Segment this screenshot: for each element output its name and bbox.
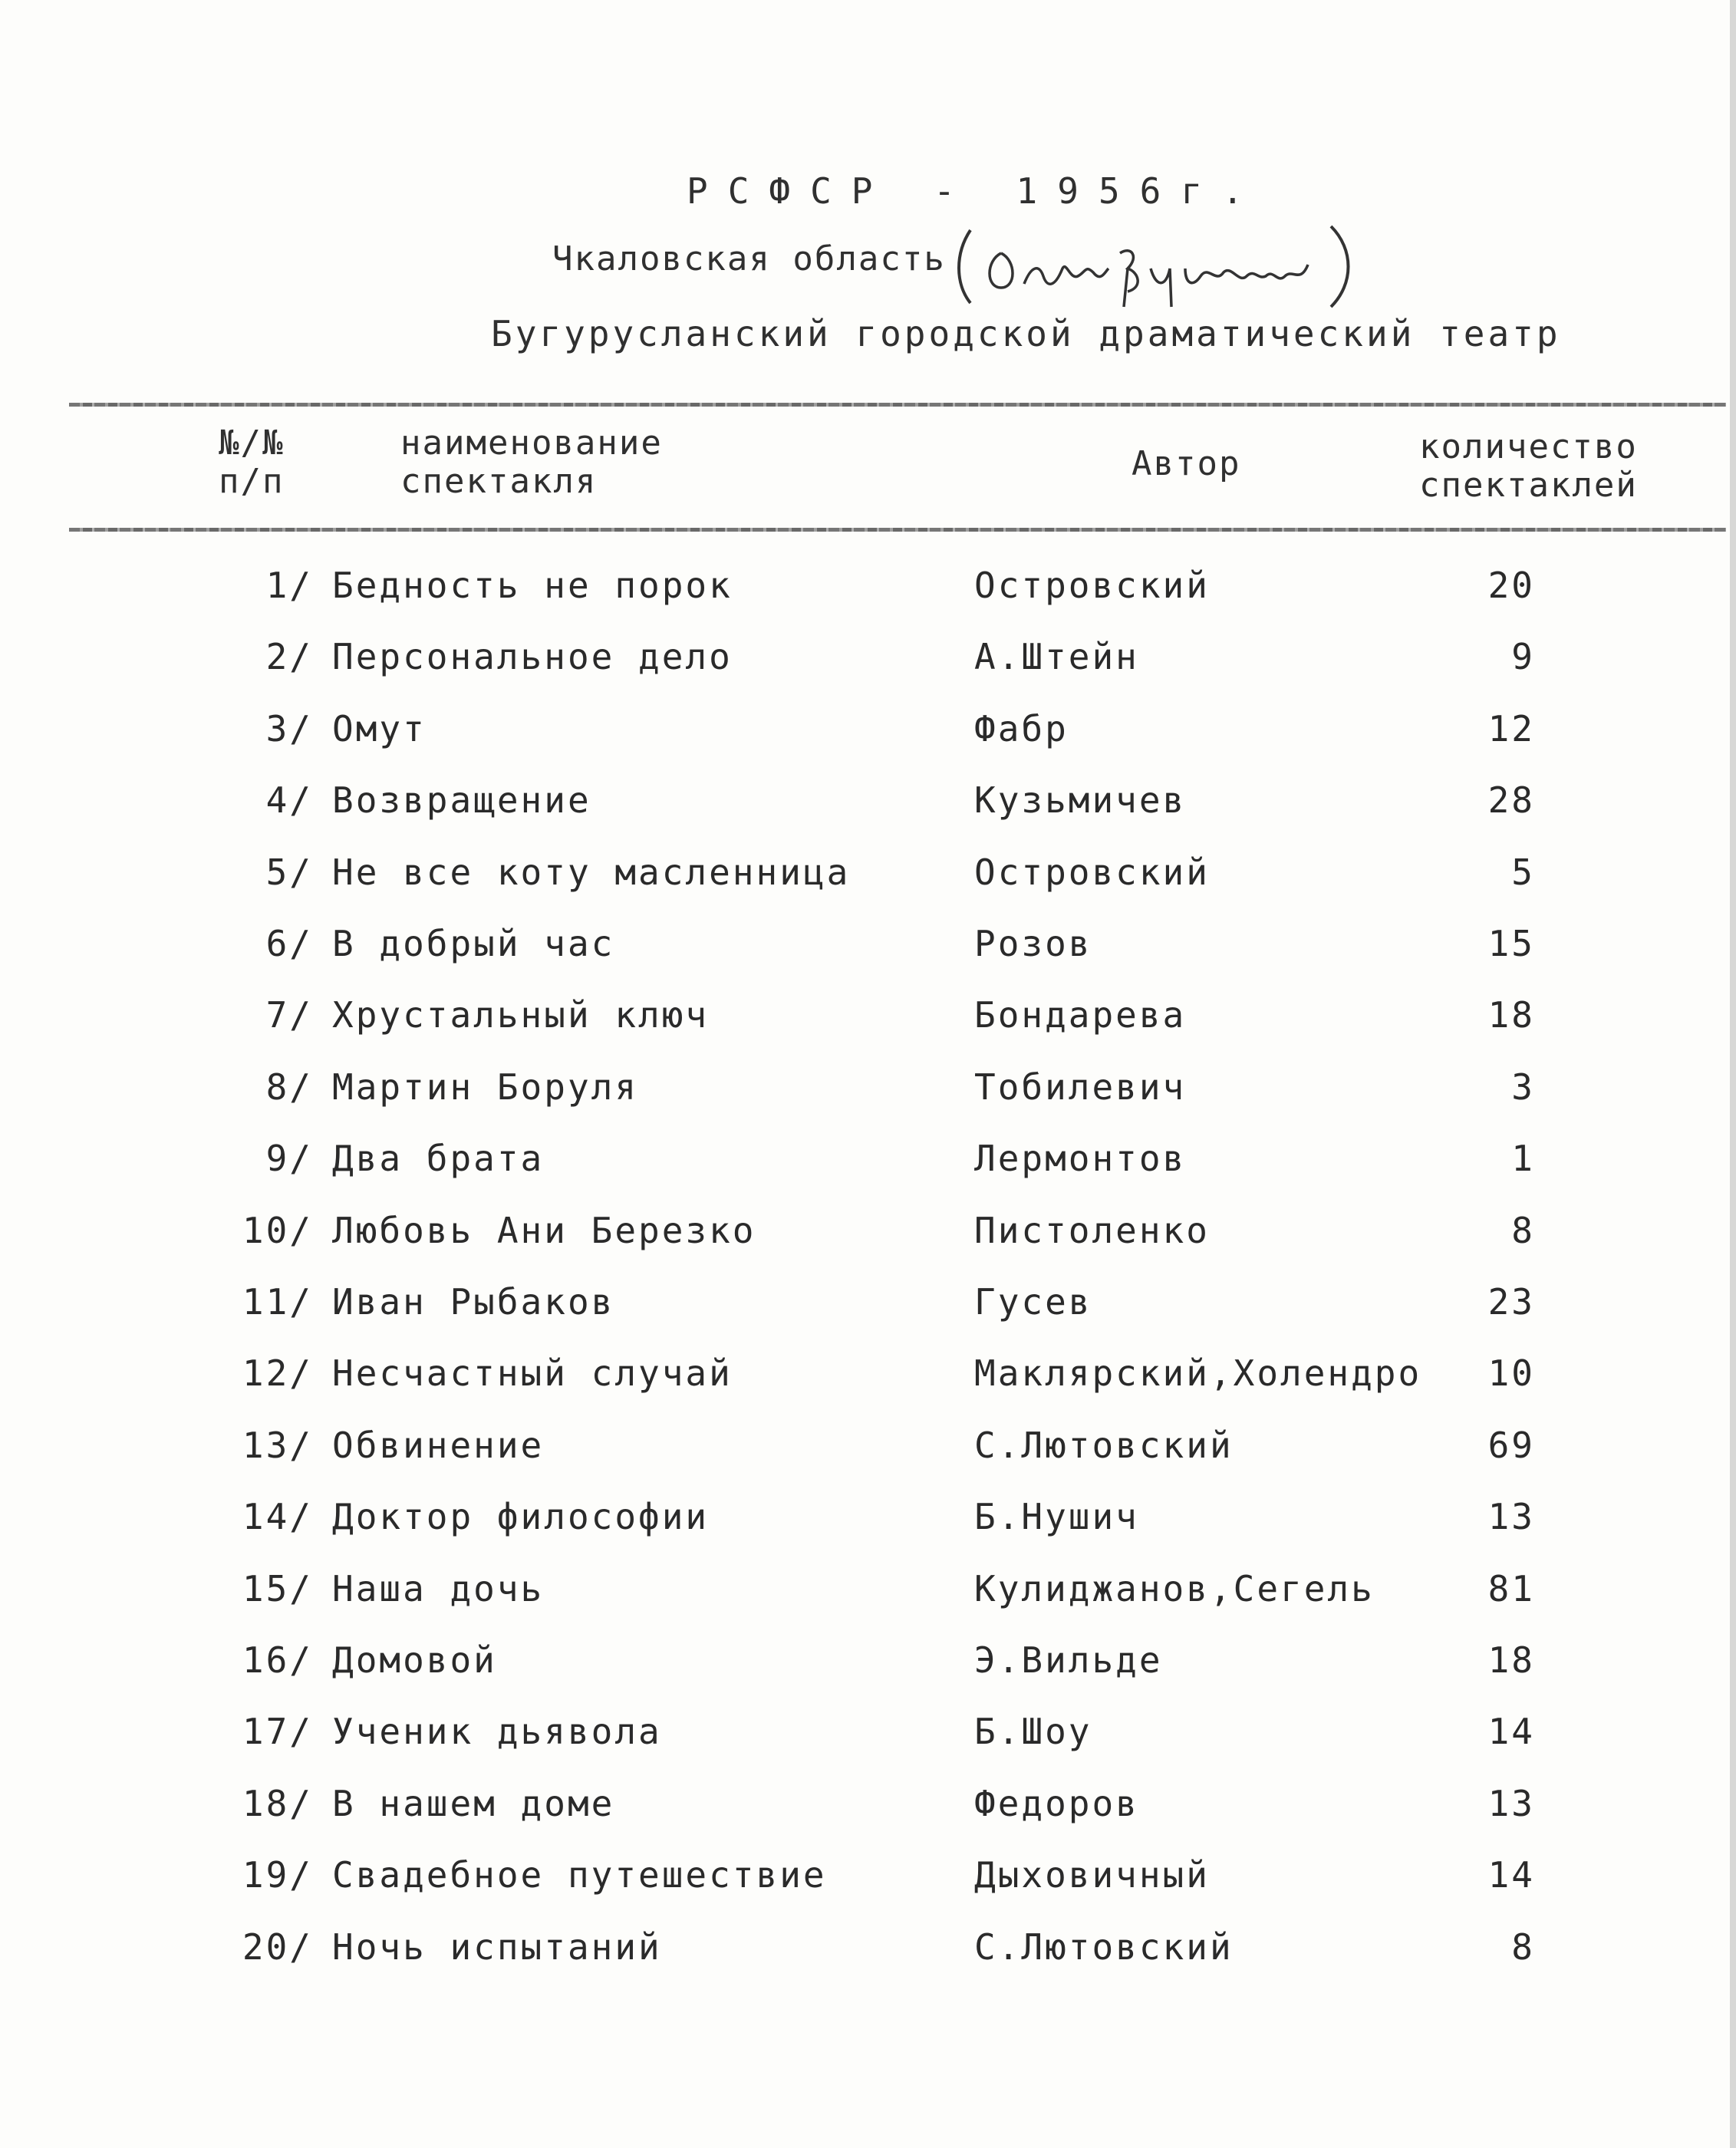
play-author: Лермонтов: [974, 1138, 1187, 1180]
play-title: Ночь испытаний: [332, 1926, 662, 1968]
table-row: [0, 708, 1736, 777]
table-row: [0, 1425, 1736, 1494]
region-line: Чкаловская область: [552, 239, 946, 278]
row-number: 11/: [242, 1281, 313, 1323]
play-title: В добрый час: [332, 923, 615, 964]
table-row: [0, 779, 1736, 848]
performance-count: 8: [1511, 1209, 1535, 1251]
column-header-name: наименование спектакля: [400, 423, 663, 501]
play-title: Несчастный случай: [332, 1352, 733, 1395]
document-title: РСФСР - 1956г.: [687, 170, 1263, 212]
table-row: [0, 923, 1736, 992]
play-title: В нашем доме: [332, 1782, 615, 1824]
play-title: Иван Рыбаков: [332, 1281, 615, 1323]
play-author: Пистоленко: [974, 1209, 1210, 1251]
table-row: [0, 1066, 1736, 1135]
play-title: Любовь Ани Березко: [332, 1209, 756, 1251]
play-author: Фабр: [974, 707, 1069, 749]
row-number: 2/: [265, 636, 313, 678]
play-author: Б.Шоу: [974, 1711, 1092, 1753]
play-author: Б.Нушич: [974, 1496, 1139, 1538]
handwritten-note: [955, 222, 1354, 315]
row-number: 13/: [242, 1424, 313, 1466]
performance-count: 14: [1487, 1854, 1535, 1896]
column-header-author: Автор: [1132, 444, 1241, 483]
column-header-count: количество спектаклей: [1419, 427, 1638, 505]
row-number: 8/: [265, 1066, 313, 1108]
performance-count: 23: [1487, 1281, 1535, 1323]
row-number: 20/: [242, 1926, 313, 1968]
play-title: Омут: [332, 707, 427, 749]
performance-count: 14: [1487, 1711, 1535, 1753]
play-title: Ученик дьявола: [332, 1711, 662, 1753]
play-author: Островский: [974, 851, 1210, 893]
performance-count: 13: [1487, 1496, 1535, 1538]
table-row: [0, 1783, 1736, 1852]
table-header-rule: [69, 528, 1726, 532]
theatre-name: Бугурусланский городской драматический театр: [491, 313, 1561, 354]
row-number: 16/: [242, 1639, 313, 1681]
play-title: Наша дочь: [332, 1567, 545, 1609]
performance-count: 15: [1487, 923, 1535, 964]
performance-count: 12: [1487, 707, 1535, 749]
play-title: Бедность не порок: [332, 565, 733, 606]
performance-count: 28: [1487, 779, 1535, 822]
play-author: С.Лютовский: [974, 1424, 1234, 1466]
play-author: Э.Вильде: [974, 1639, 1163, 1681]
table-row: [0, 1210, 1736, 1279]
play-author: С.Лютовский: [974, 1926, 1234, 1968]
play-title: Обвинение: [332, 1424, 545, 1466]
table-row: [0, 636, 1736, 705]
play-author: Тобилевич: [974, 1066, 1187, 1108]
play-author: Гусев: [974, 1281, 1092, 1323]
play-author: Дыховичный: [974, 1854, 1210, 1896]
row-number: 19/: [242, 1854, 313, 1896]
table-row: [0, 1352, 1736, 1422]
table-row: [0, 1926, 1736, 1995]
table-row: [0, 852, 1736, 921]
table-row: [0, 565, 1736, 634]
performance-count: 5: [1511, 851, 1535, 893]
play-author: Островский: [974, 565, 1210, 606]
play-author: Федоров: [974, 1782, 1139, 1824]
performance-count: 13: [1487, 1782, 1535, 1824]
play-title: Доктор философии: [332, 1496, 710, 1538]
table-row: [0, 994, 1736, 1063]
performance-count: 18: [1487, 994, 1535, 1036]
play-title: Возвращение: [332, 779, 591, 822]
row-number: 3/: [265, 707, 313, 749]
play-author: Розов: [974, 923, 1092, 964]
performance-count: 20: [1487, 565, 1535, 606]
table-row: [0, 1568, 1736, 1637]
row-number: 4/: [265, 779, 313, 822]
play-author: Кузьмичев: [974, 779, 1187, 822]
play-title: Домовой: [332, 1639, 497, 1681]
play-title: Персональное дело: [332, 636, 733, 678]
table-row: [0, 1138, 1736, 1207]
column-header-number: №/№ п/п: [219, 423, 285, 501]
performance-count: 3: [1511, 1066, 1535, 1108]
row-number: 5/: [265, 851, 313, 893]
play-title: Мартин Боруля: [332, 1066, 639, 1108]
row-number: 17/: [242, 1711, 313, 1753]
performance-count: 81: [1487, 1567, 1535, 1609]
row-number: 1/: [265, 565, 313, 606]
performance-count: 1: [1511, 1138, 1535, 1180]
row-number: 10/: [242, 1209, 313, 1251]
table-row: [0, 1639, 1736, 1708]
performance-count: 10: [1487, 1352, 1535, 1395]
table-row: [0, 1496, 1736, 1565]
performance-count: 8: [1511, 1926, 1535, 1968]
row-number: 14/: [242, 1496, 313, 1538]
play-author: Кулиджанов,Сегель: [974, 1567, 1375, 1609]
table-top-rule: [69, 403, 1726, 407]
play-author: Бондарева: [974, 994, 1187, 1036]
row-number: 7/: [265, 994, 313, 1036]
row-number: 6/: [265, 923, 313, 964]
play-title: Свадебное путешествие: [332, 1854, 827, 1896]
row-number: 12/: [242, 1352, 313, 1395]
table-row: [0, 1711, 1736, 1780]
play-title: Два брата: [332, 1138, 545, 1180]
play-author: А.Штейн: [974, 636, 1139, 678]
play-author: Маклярский,Холендро: [974, 1352, 1422, 1395]
play-title: Не все коту масленница: [332, 851, 851, 893]
row-number: 15/: [242, 1567, 313, 1609]
performance-count: 69: [1487, 1424, 1535, 1466]
row-number: 18/: [242, 1782, 313, 1824]
play-title: Хрустальный ключ: [332, 994, 710, 1036]
performance-count: 18: [1487, 1639, 1535, 1681]
table-row: [0, 1281, 1736, 1350]
table-row: [0, 1854, 1736, 1923]
performance-count: 9: [1511, 636, 1535, 678]
row-number: 9/: [265, 1138, 313, 1180]
